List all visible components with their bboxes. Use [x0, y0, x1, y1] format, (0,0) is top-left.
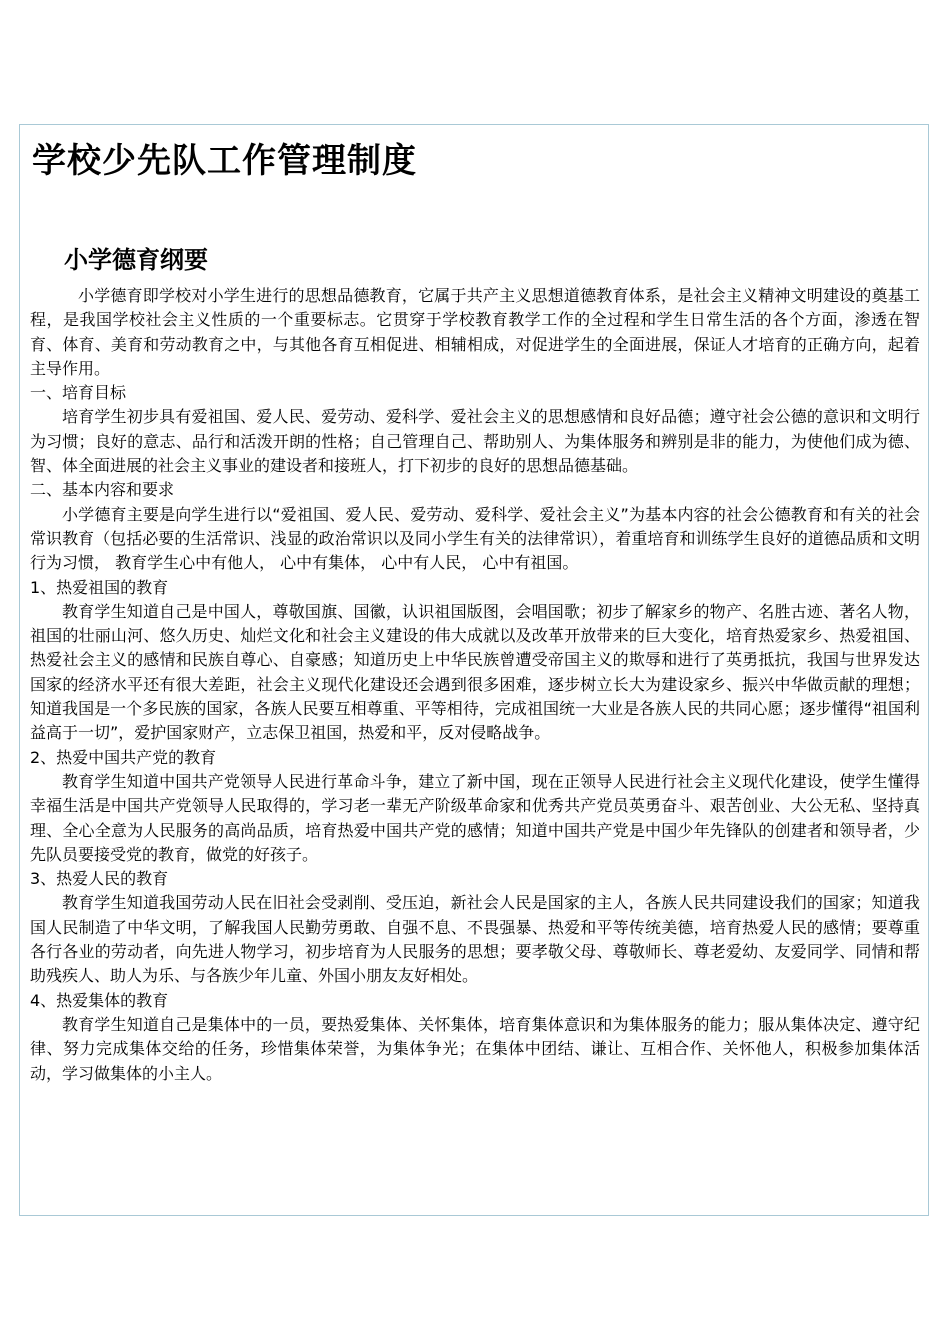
- body-paragraph: 教育学生知道中国共产党领导人民进行革命斗争，建立了新中国，现在正领导人民进行社会主义现代化建设，使学生懂得幸福生活是中国共产党领导人民取得的，学习老一辈无产阶级革命家和优秀共产党员英勇奋斗、艰苦创业、大公无私、坚持真理、全心全意为人民服务的高尚品质，培育热爱中国共产党的感情；知道中国共产党是中国少年先锋队的创建者和领导者，少先队员要接受党的教育，做党的好孩子。: [30, 771, 920, 864]
- body-paragraph: 教育学生知道自己是集体中的一员，要热爱集体、关怀集体，培育集体意识和为集体服务的能力；服从集体决定、遵守纪律、努力完成集体交给的任务，珍惜集体荣誉，为集体争光；在集体中团结、谦让、互相合作、关怀他人，积极参加集体活动，学习做集体的小主人。: [30, 1014, 920, 1083]
- intro-paragraph: 小学德育即学校对小学生进行的思想品德教育，它属于共产主义思想道德教育体系，是社会主义精神文明建设的奠基工程，是我国学校社会主义性质的一个重要标志。它贯穿于学校教育教学工作的全过程和学生日常生活的各个方面，渗透在智育、体育、美育和劳动教育之中，与其他各育互相促进、相辅相成，对促进学生的全面进展，保证人才培育的正确方向，起着主导作用。: [30, 286, 920, 378]
- section-heading: 二、基本内容和要求: [30, 480, 175, 500]
- body-paragraph: 教育学生知道自己是中国人，尊敬国旗、国徽，认识祖国版图，会唱国歌；初步了解家乡的物产、名胜古迹、著名人物，祖国的壮丽山河、悠久历史、灿烂文化和社会主义建设的伟大成就以及改革开放带来的巨大变化，培育热爱家乡、热爱祖国、热爱社会主义的感情和民族自尊心、自豪感；知道历史上中华民族曾遭受帝国主义的欺辱和进行了英勇抵抗，我国与世界发达国家的经济水平还有很大差距，社会主义现代化建设还会遇到很多困难，逐步树立长大为建设家乡、振兴中华做贡献的理想；知道我国是一个多民族的国家，各族人民要互相尊重、平等相待，完成祖国统一大业是各族人民的共同心愿；逐步懂得“祖国利益高于一切”，爱护国家财产，立志保卫祖国，热爱和平，反对侵略战争。: [30, 601, 920, 743]
- subsection-heading: 3、热爱人民的教育: [30, 869, 169, 889]
- body-paragraph: 教育学生知道我国劳动人民在旧社会受剥削、受压迫，新社会人民是国家的主人，各族人民共同建设我们的国家；知道我国人民制造了中华文明，了解我国人民勤劳勇敢、自强不息、不畏强暴、热爱和平等传统美德，培育热爱人民的感情；要尊重各行各业的劳动者，向先进人物学习，初步培育为人民服务的思想；要孝敬父母、尊敬师长、尊老爱幼、友爱同学、同情和帮助残疾人、助人为乐、与各族少年儿童、外国小朋友友好相处。: [30, 893, 920, 986]
- section-heading: 一、培育目标: [30, 383, 127, 403]
- subsection-heading: 2、热爱中国共产党的教育: [30, 747, 217, 767]
- document-title: 学校少先队工作管理制度: [32, 141, 417, 181]
- body-paragraph: 培育学生初步具有爱祖国、爱人民、爱劳动、爱科学、爱社会主义的思想感情和良好品德；遵守社会公德的意识和文明行为习惯；良好的意志、品行和活泼开朗的性格；自己管理自己、帮助别人、为集体服务和辨别是非的能力，为使他们成为德、智、体全面进展的社会主义事业的建设者和接班人，打下初步的良好的思想品德基础。: [30, 407, 920, 476]
- body-paragraph: 小学德育主要是向学生进行以“爱祖国、爱人民、爱劳动、爱科学、爱社会主义”为基本内容的社会公德教育和有关的社会常识教育（包括必要的生活常识、浅显的政治常识以及同小学生有关的法律常识），着重培育和训练学生良好的道德品质和文明行为习惯， 教育学生心中有他人， 心中有集体， 心中有人民， 心中有祖国。: [30, 504, 920, 573]
- document-body: [30, 284, 920, 1086]
- subsection-heading: 1、热爱祖国的教育: [30, 577, 169, 597]
- subsection-heading: 4、热爱集体的教育: [30, 990, 169, 1010]
- section-title: 小学德育纲要: [64, 246, 208, 274]
